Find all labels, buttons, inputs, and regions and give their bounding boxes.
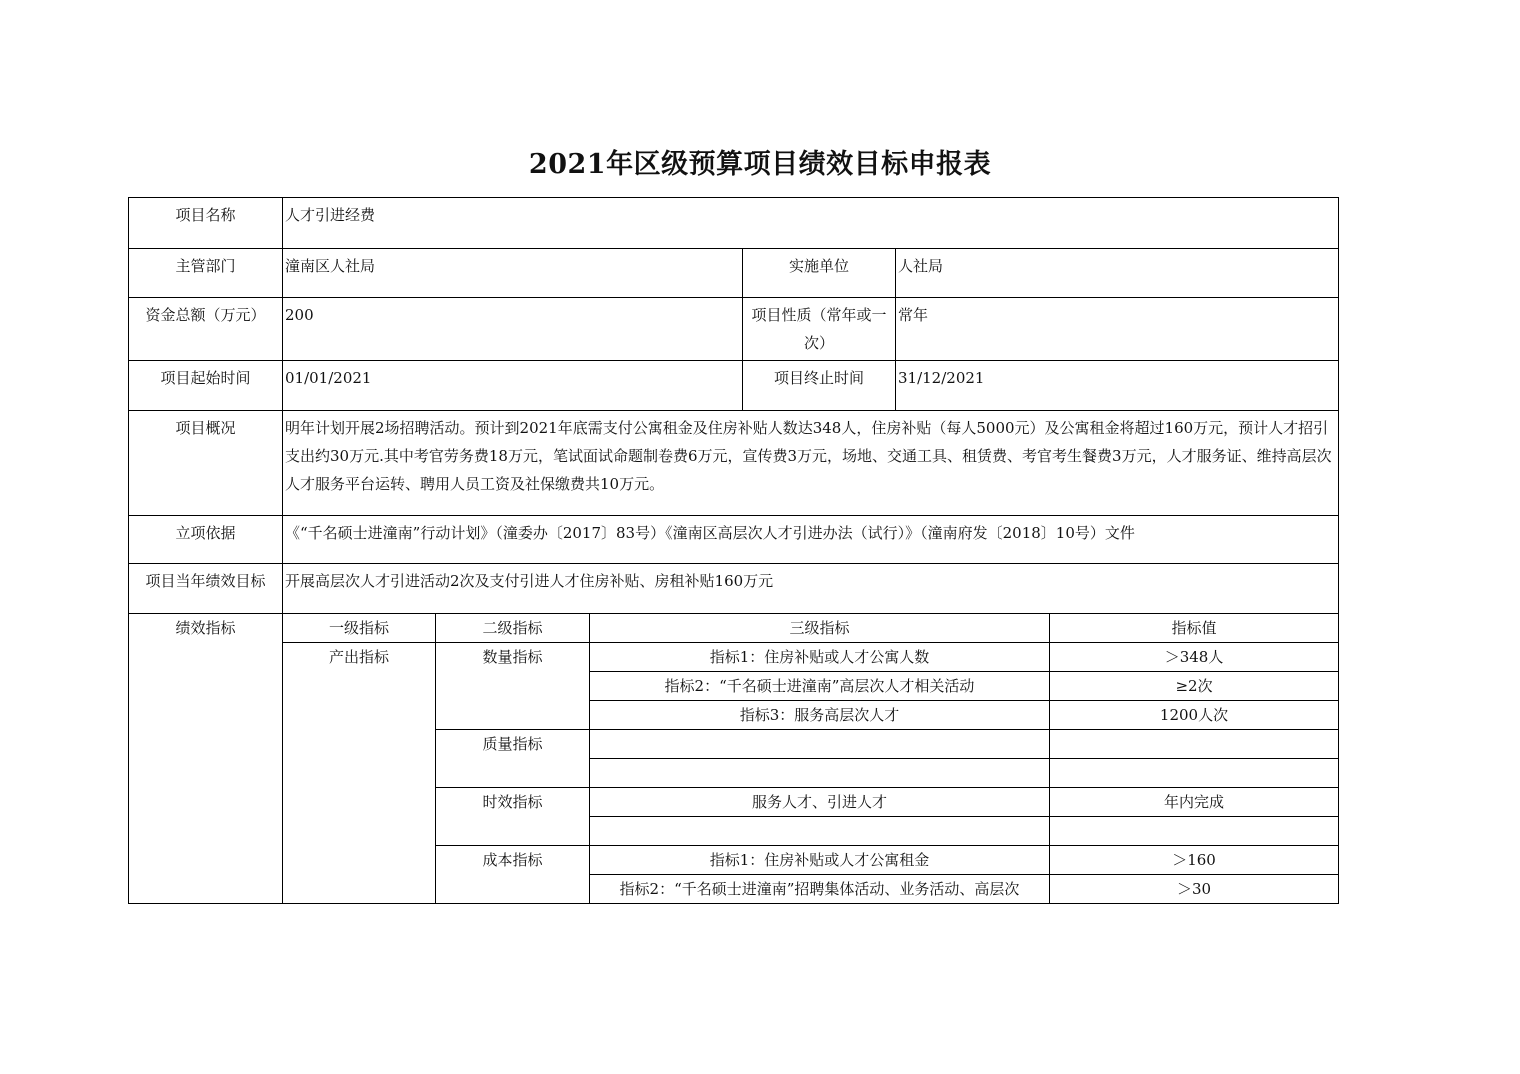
level2-timeliness: 时效指标 bbox=[436, 788, 590, 846]
project-nature-value: 常年 bbox=[896, 298, 1339, 361]
header-value: 指标值 bbox=[1050, 614, 1339, 643]
end-date-label: 项目终止时间 bbox=[743, 361, 896, 411]
indicator-header-row bbox=[129, 614, 1339, 643]
annual-goal-label: 项目当年绩效目标 bbox=[129, 564, 283, 614]
fund-total-value: 200 bbox=[283, 298, 743, 361]
row-department bbox=[129, 249, 1339, 298]
level1-output: 产出指标 bbox=[283, 643, 436, 904]
project-name-value: 人才引进经费 bbox=[283, 198, 1339, 249]
indicator-value: 1200人次 bbox=[1050, 701, 1339, 730]
page-title: 2021年区级预算项目绩效目标申报表 bbox=[528, 149, 992, 180]
header-level3: 三级指标 bbox=[590, 614, 1050, 643]
implementer-label: 实施单位 bbox=[743, 249, 896, 298]
indicator-value-empty bbox=[1050, 817, 1339, 846]
indicator-name: 服务人才、引进人才 bbox=[590, 788, 1050, 817]
row-overview bbox=[129, 411, 1339, 516]
indicator-value: ＞160 bbox=[1050, 846, 1339, 875]
basis-label: 立项依据 bbox=[129, 516, 283, 564]
indicator-value-empty bbox=[1050, 730, 1339, 759]
row-fund bbox=[129, 298, 1339, 361]
header-level2: 二级指标 bbox=[436, 614, 590, 643]
indicator-row bbox=[129, 643, 1339, 672]
overview-label: 项目概况 bbox=[129, 411, 283, 516]
project-name-label: 项目名称 bbox=[129, 198, 283, 249]
department-value: 潼南区人社局 bbox=[283, 249, 743, 298]
indicator-name: 指标3：服务高层次人才 bbox=[590, 701, 1050, 730]
indicator-value: 年内完成 bbox=[1050, 788, 1339, 817]
indicator-name: 指标1：住房补贴或人才公寓人数 bbox=[590, 643, 1050, 672]
overview-value: 明年计划开展2场招聘活动。预计到2021年底需支付公寓租金及住房补贴人数达348人，住房补贴（每人5000元）及公寓租金将超过160万元，预计人才招引支出约30万元.其中考官劳务费18万元，笔试面试命题制卷费6万元，宣传费3万元，场地、交通工具、租赁费、考官考生餐费3万元，人才服务证、维持高层次人才服务平台运转、聘用人员工资及社保缴费共10万元。 bbox=[283, 411, 1339, 516]
indicator-value: ＞30 bbox=[1050, 875, 1339, 904]
project-nature-label: 项目性质（常年或一次） bbox=[743, 298, 896, 361]
level2-cost: 成本指标 bbox=[436, 846, 590, 904]
row-project-name bbox=[129, 198, 1339, 249]
department-label: 主管部门 bbox=[129, 249, 283, 298]
fund-total-label: 资金总额（万元） bbox=[129, 298, 283, 361]
indicators-label: 绩效指标 bbox=[129, 614, 283, 904]
annual-goal-value: 开展高层次人才引进活动2次及支付引进人才住房补贴、房租补贴160万元 bbox=[283, 564, 1339, 614]
level2-quality: 质量指标 bbox=[436, 730, 590, 788]
row-annual-goal bbox=[129, 564, 1339, 614]
indicator-name-empty bbox=[590, 759, 1050, 788]
indicator-name: 指标2：“千名硕士进潼南”高层次人才相关活动 bbox=[590, 672, 1050, 701]
row-basis bbox=[129, 516, 1339, 564]
indicator-value: ＞348人 bbox=[1050, 643, 1339, 672]
basis-value: 《“千名硕士进潼南”行动计划》（潼委办〔2017〕83号）《潼南区高层次人才引进办法（试行）》（潼南府发〔2018〕10号）文件 bbox=[283, 516, 1339, 564]
indicator-name-empty bbox=[590, 817, 1050, 846]
indicator-name: 指标2：“千名硕士进潼南”招聘集体活动、业务活动、高层次 bbox=[590, 875, 1050, 904]
row-dates bbox=[129, 361, 1339, 411]
implementer-value: 人社局 bbox=[896, 249, 1339, 298]
start-date-value: 01/01/2021 bbox=[283, 361, 743, 411]
indicator-value-empty bbox=[1050, 759, 1339, 788]
indicator-name-empty bbox=[590, 730, 1050, 759]
level2-quantity: 数量指标 bbox=[436, 643, 590, 730]
indicator-name: 指标1：住房补贴或人才公寓租金 bbox=[590, 846, 1050, 875]
performance-target-form bbox=[128, 197, 1339, 904]
header-level1: 一级指标 bbox=[283, 614, 436, 643]
indicator-value: ≥2次 bbox=[1050, 672, 1339, 701]
start-date-label: 项目起始时间 bbox=[129, 361, 283, 411]
end-date-value: 31/12/2021 bbox=[896, 361, 1339, 411]
